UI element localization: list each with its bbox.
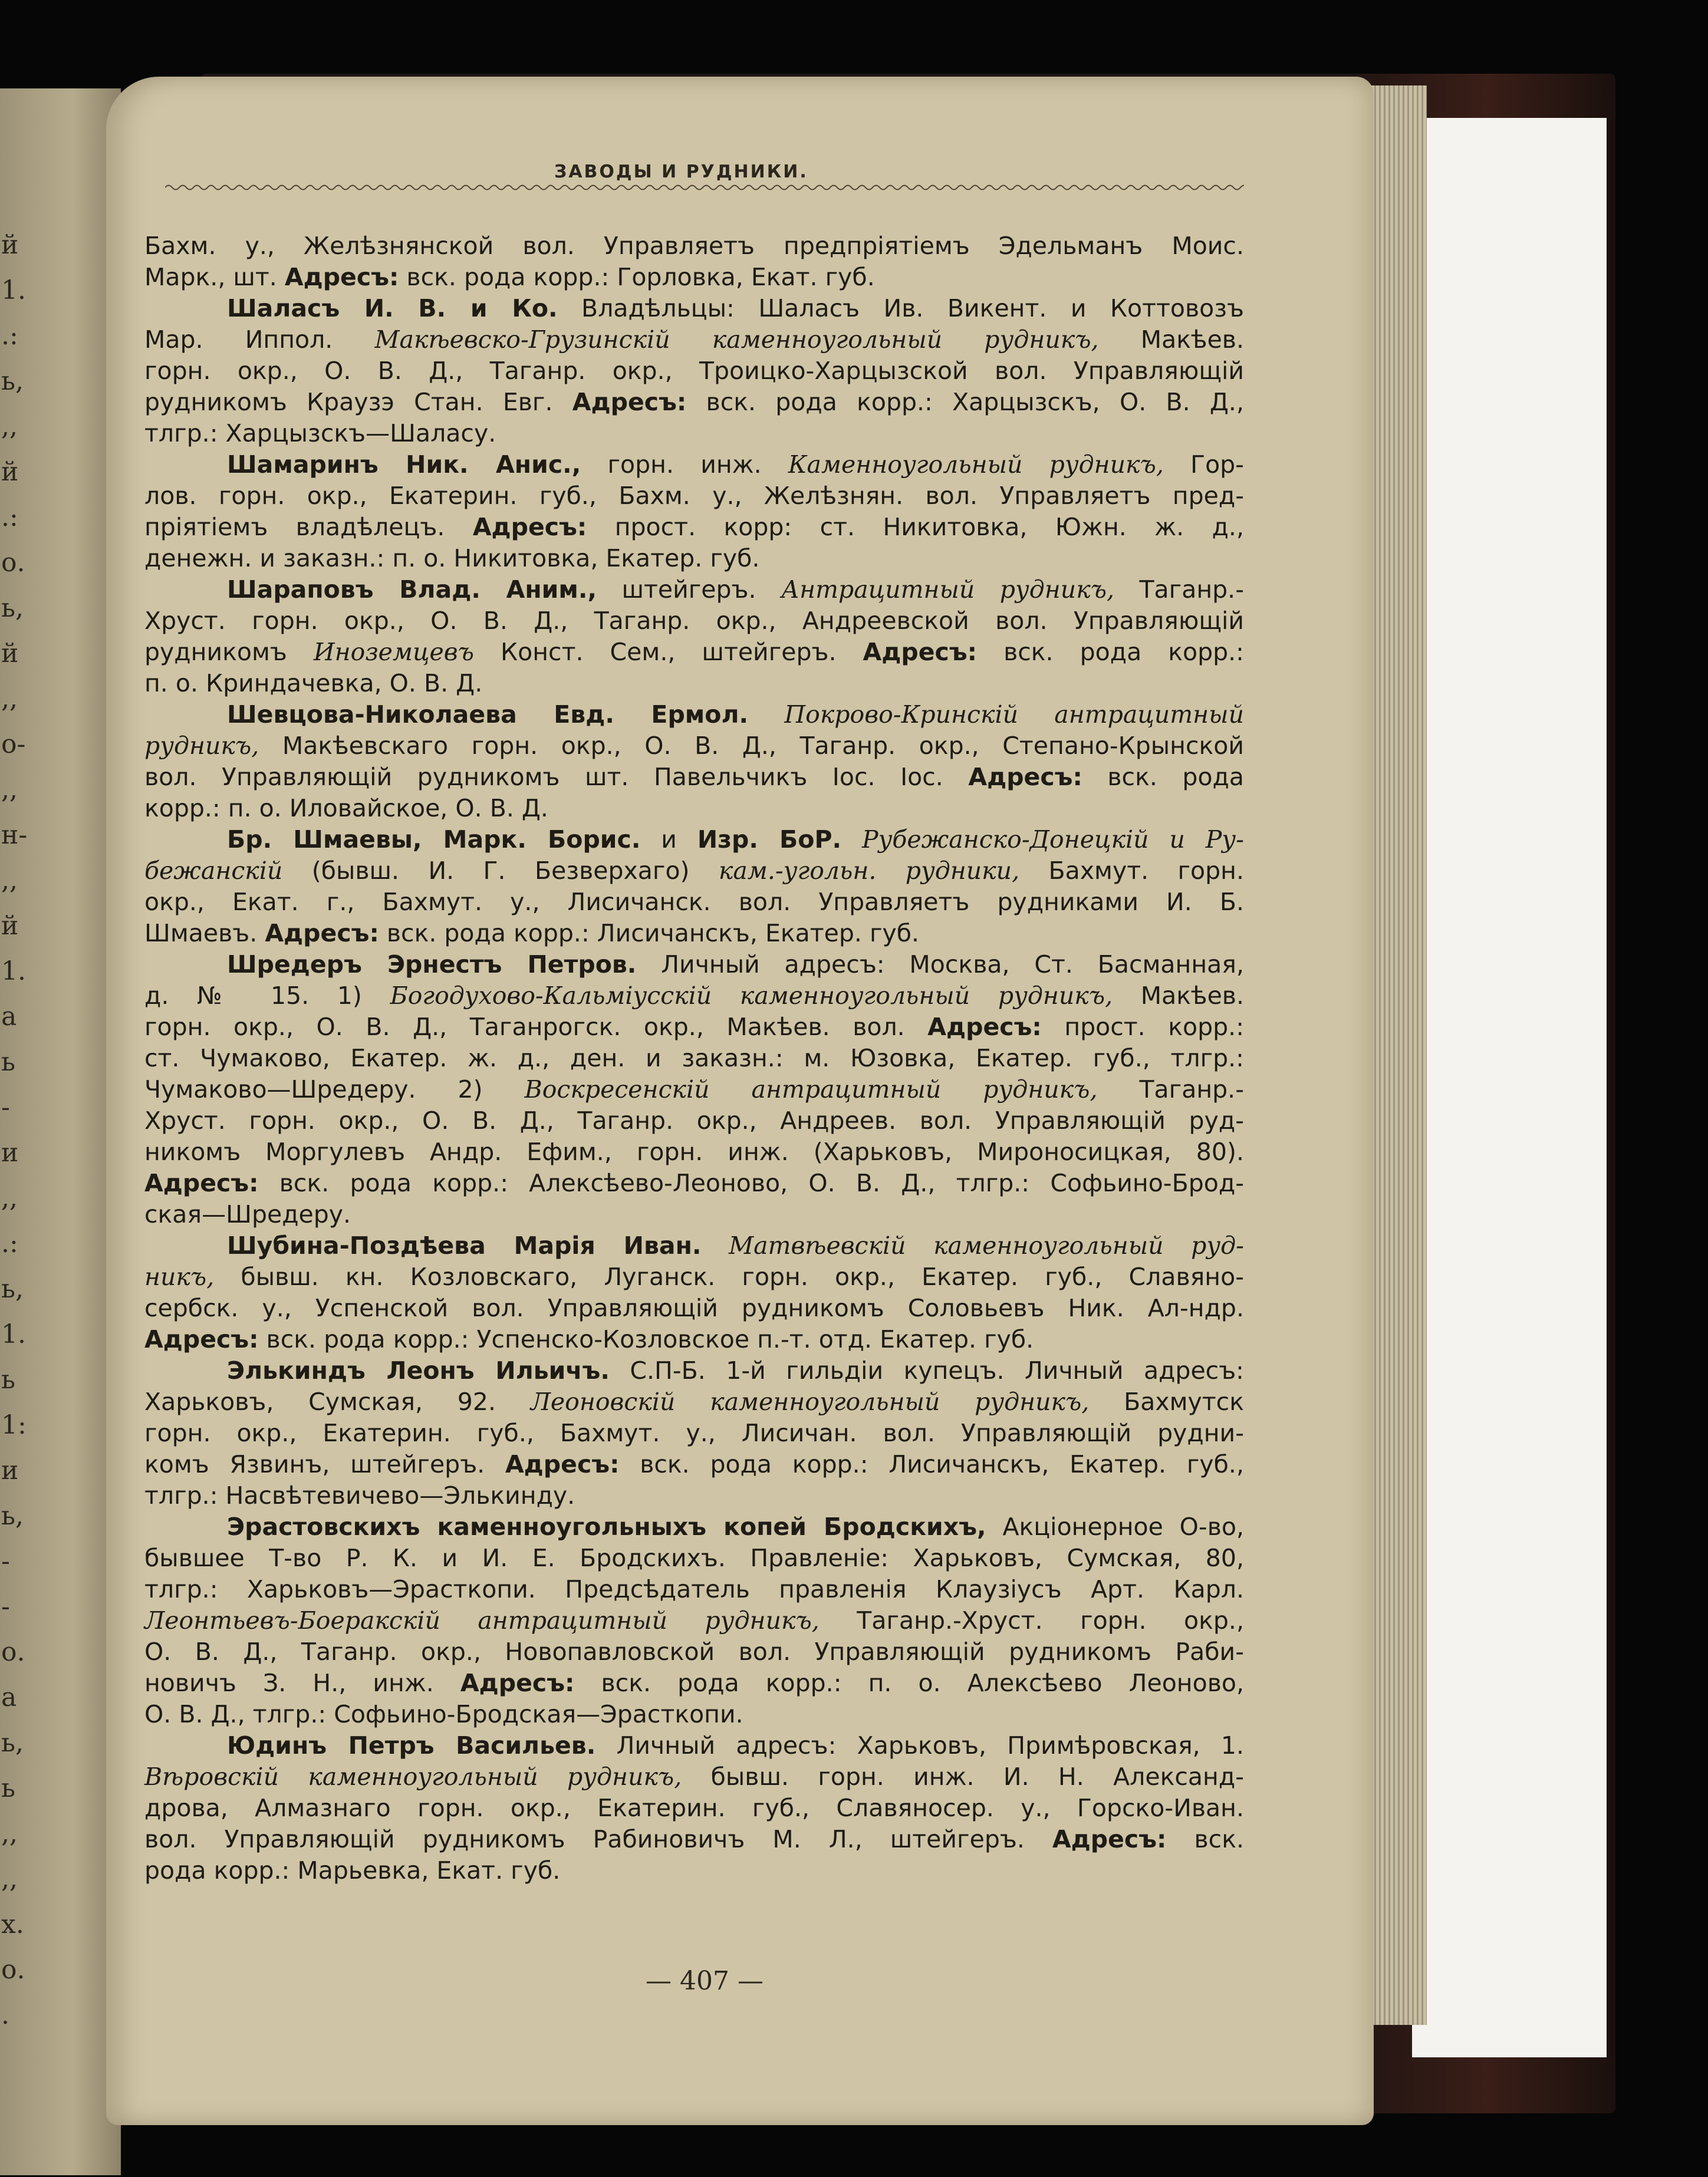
text-line — [144, 325, 1244, 357]
left-page-fragment: ,, — [1, 1183, 18, 1213]
text-line — [144, 700, 1244, 732]
bold-run: Шевцова-Николаева Евд. Ермол. — [227, 700, 749, 729]
left-page-fragment: и — [1, 1455, 19, 1486]
text-run: Личный адресъ: Москва, Ст. Басманная, — [636, 950, 1244, 979]
bold-run: Шаласъ И. В. и Ко. — [227, 294, 558, 322]
text-run: Мар. Иппол. — [144, 325, 375, 354]
text-run: штейгеръ. — [597, 575, 782, 604]
bold-run: Адресъ: — [968, 763, 1082, 791]
text-line — [144, 1700, 1244, 1731]
italic-run: никъ, — [144, 1263, 215, 1291]
italic-run: Покрово-Кринскій антрацитный — [784, 700, 1244, 729]
text-run: Таганр.-Хруст. горн. окр., — [819, 1606, 1244, 1635]
italic-run: кам.-угольн. рудники, — [718, 857, 1020, 885]
text-line — [144, 1356, 1244, 1388]
left-page-fragment: 1: — [1, 1410, 27, 1440]
left-page-fragment: а — [1, 1682, 17, 1712]
text-run: вск. рода корр.: Лисичанскъ, Екатер. губ. — [379, 919, 920, 947]
italic-run: Леонтьевъ-Боеракскій антрацитный рудникъ, — [144, 1606, 820, 1635]
text-run: лов. горн. окр., Екатерин. губ., Бахм. у., Желѣзнян. вол. Управляетъ пред- — [144, 482, 1244, 510]
bold-run: Адресъ: — [472, 513, 587, 541]
text-line — [144, 1231, 1244, 1263]
text-line — [144, 1513, 1244, 1544]
text-line — [144, 1794, 1244, 1825]
text-line — [144, 1013, 1244, 1044]
text-run: ская—Шредеру. — [144, 1200, 351, 1229]
left-page-edge — [0, 88, 121, 2175]
text-run: горн. окр., О. В. Д., Таганр. окр., Троицко-Харцызской вол. Управляющій — [144, 357, 1244, 385]
bold-run: Адресъ: — [265, 919, 379, 947]
text-line — [144, 482, 1244, 513]
page-body-text — [144, 232, 1244, 1888]
text-line — [144, 357, 1244, 388]
text-line — [144, 857, 1244, 888]
left-page-fragment: ,, — [1, 1864, 18, 1894]
text-run: вол. Управляющій рудникомъ Рабиновичъ М. Л., штейгеръ. — [144, 1825, 1052, 1853]
left-page-fragment: - — [1, 1092, 10, 1122]
left-page-fragment: о. — [1, 1955, 25, 1985]
italic-run: Антрацитный рудникъ, — [781, 575, 1115, 604]
text-line — [144, 1481, 1244, 1513]
text-run: Таганр.- — [1114, 575, 1245, 604]
page-number: — 407 — — [646, 1966, 764, 1996]
bold-run: Адресъ: — [144, 1169, 259, 1197]
left-page-fragment: 1. — [1, 275, 26, 305]
text-line — [144, 982, 1244, 1013]
text-run: Макѣев. — [1113, 982, 1245, 1010]
text-line — [144, 1825, 1244, 1856]
text-run: горн. окр., О. В. Д., Таганрогск. окр., Макѣев. вол. — [144, 1013, 928, 1041]
text-run: (бывш. И. Г. Безверхаго) — [282, 857, 719, 885]
left-page-fragment: 1. — [1, 1319, 26, 1349]
text-run: и — [640, 825, 697, 854]
text-run: Макѣевскаго горн. окр., О. В. Д., Таганр. окр., Степано-Крынской — [259, 732, 1244, 760]
bold-run: Адресъ: — [1052, 1825, 1167, 1853]
bold-run: Элькиндъ Леонъ Ильичъ. — [227, 1356, 610, 1385]
left-page-fragment: ,, — [1, 775, 18, 805]
text-run: рода корр.: Марьевка, Екат. губ. — [144, 1856, 561, 1885]
text-run: денежн. и заказн.: п. о. Никитовка, Екатер. губ. — [144, 544, 760, 572]
text-run: С.П-Б. 1-й гильдіи купецъ. Личный адресъ: — [609, 1356, 1244, 1385]
text-run: Марк., шт. — [144, 263, 285, 291]
white-paper-sheet — [1412, 118, 1607, 2057]
bold-run: Шредеръ Эрнестъ Петров. — [227, 950, 637, 979]
text-line — [144, 1200, 1244, 1231]
left-page-fragment: - — [1, 1592, 10, 1622]
text-line — [144, 794, 1244, 825]
text-run: Хруст. горн. окр., О. В. Д., Таганр. окр., Андреев. вол. Управляющій руд- — [144, 1106, 1244, 1135]
text-run: ст. Чумаково, Екатер. ж. д., ден. и заказн.: м. Юзовка, Екатер. губ., тлгр.: — [144, 1044, 1244, 1072]
text-line — [144, 1169, 1244, 1200]
text-run: тлгр.: Харьковъ—Эрасткопи. Предсѣдатель правленія Клаузіусъ Арт. Карл. — [144, 1575, 1244, 1603]
left-page-fragment: .: — [1, 321, 18, 351]
text-line — [144, 1575, 1244, 1606]
text-line — [144, 763, 1244, 794]
left-page-fragment: о. — [1, 548, 25, 578]
text-line — [144, 513, 1244, 544]
text-run: тлгр.: Харцызскъ—Шаласу. — [144, 419, 496, 447]
italic-run: Матвѣевскій каменноугольный руд- — [729, 1231, 1244, 1260]
bold-run: Шубина-Поздѣева Марія Иван. — [227, 1231, 702, 1260]
bold-run: Бр. Шмаевы, Марк. Борис. — [227, 825, 641, 854]
text-run: прост. корр.: — [1041, 1013, 1245, 1041]
left-page-fragment: х. — [1, 1909, 24, 1939]
text-line — [144, 888, 1244, 919]
bold-run: Адресъ: — [572, 388, 687, 416]
text-run: вск. рода корр.: — [977, 638, 1244, 666]
wavy-rule-divider — [165, 182, 1244, 193]
text-line — [144, 1669, 1244, 1700]
left-page-fragment: ь, — [1, 1728, 24, 1758]
text-run: вск. рода корр.: Лисичанскъ, Екатер. губ., — [619, 1450, 1244, 1478]
text-run: бывшее Т-во Р. К. и И. Е. Бродскихъ. Правленіе: Харьковъ, Сумская, 80, — [144, 1544, 1244, 1572]
text-run: рудникомъ Краузэ Стан. Евг. — [144, 388, 572, 416]
text-run: Харьковъ, Сумская, 92. — [144, 1388, 531, 1416]
left-page-fragment: ,, — [1, 684, 18, 714]
italic-run: Иноземцевъ — [313, 638, 475, 666]
text-line — [144, 1106, 1244, 1138]
text-run: пріятіемъ владѣлецъ. — [144, 513, 473, 541]
text-run: бывш. кн. Козловскаго, Луганск. горн. окр., Екатер. губ., Славяно- — [214, 1263, 1244, 1291]
text-line — [144, 544, 1244, 575]
left-page-fragment: а — [1, 1002, 17, 1032]
left-page-fragment: ь — [1, 1047, 15, 1077]
text-run: окр., Екат. г., Бахмут. у., Лисичанск. вол. Управляетъ рудниками И. Б. — [144, 888, 1244, 916]
text-run: вск. рода — [1082, 763, 1244, 791]
text-run: Таганр.- — [1097, 1075, 1245, 1104]
text-line — [144, 294, 1244, 325]
text-line — [144, 1044, 1244, 1075]
text-line — [144, 1856, 1244, 1888]
bold-run: Изр. БоР. — [697, 825, 842, 854]
text-run: корр.: п. о. Иловайское, О. В. Д. — [144, 794, 548, 822]
italic-run: рудникъ, — [144, 732, 259, 760]
text-run: вск. рода корр.: Горловка, Екат. губ. — [399, 263, 875, 291]
left-page-fragment: ь, — [1, 1274, 24, 1304]
text-run: вск. рода корр.: Успенско-Козловское п.-т. отд. Екатер. губ. — [258, 1325, 1034, 1353]
text-run — [748, 700, 784, 729]
italic-run: Макѣевско-Грузинскій каменноугольный рудникъ, — [374, 325, 1099, 354]
text-run: Чумаково—Шредеру. 2) — [144, 1075, 525, 1104]
text-line — [144, 669, 1244, 700]
left-page-fragment: .: — [1, 502, 18, 532]
bold-run: Юдинъ Петръ Васильев. — [227, 1731, 596, 1760]
text-line — [144, 1450, 1244, 1481]
text-line — [144, 263, 1244, 294]
text-run: вск. рода корр.: Харцызскъ, О. В. Д., — [686, 388, 1244, 416]
text-run: горн. окр., Екатерин. губ., Бахмут. у., Лисичан. вол. Управляющій рудни- — [144, 1419, 1244, 1447]
text-line — [144, 232, 1244, 263]
left-page-fragment: н- — [1, 820, 28, 850]
italic-run: Леоновскій каменноугольный рудникъ, — [530, 1388, 1090, 1416]
text-line — [144, 1419, 1244, 1450]
text-line — [144, 450, 1244, 482]
left-page-fragment: - — [1, 1546, 10, 1576]
text-run — [702, 1231, 729, 1260]
left-page-fragment: ,, — [1, 1819, 18, 1849]
left-page-fragment: й — [1, 638, 19, 668]
italic-run: Вѣровскій каменноугольный рудникъ, — [144, 1763, 682, 1791]
text-line — [144, 575, 1244, 607]
bold-run: Эрастовскихъ каменноугольныхъ копей Бродскихъ, — [227, 1513, 986, 1541]
text-run: комъ Язвинъ, штейгеръ. — [144, 1450, 505, 1478]
text-run: Хруст. горн. окр., О. В. Д., Таганр. окр., Андреевской вол. Управляющій — [144, 607, 1244, 635]
running-head: ЗАВОДЫ И РУДНИКИ. — [554, 162, 808, 182]
text-line — [144, 1388, 1244, 1419]
text-line — [144, 607, 1244, 638]
text-line — [144, 919, 1244, 950]
text-run: горн. инж. — [581, 450, 788, 479]
left-page-text-fragments — [1, 230, 119, 2116]
text-line — [144, 950, 1244, 982]
left-page-fragment: ь — [1, 1773, 15, 1803]
bold-run: Адресъ: — [927, 1013, 1042, 1041]
text-run: д. № 15. 1) — [144, 982, 390, 1010]
italic-run: Воскресенскій антрацитный рудникъ, — [524, 1075, 1098, 1104]
italic-run: бежанскій — [144, 857, 283, 885]
text-run: тлгр.: Насвѣтевичево—Элькинду. — [144, 1481, 575, 1510]
text-run: Личный адресъ: Харьковъ, Примѣровская, 1. — [595, 1731, 1244, 1760]
text-run: Макѣев. — [1098, 325, 1244, 354]
text-run: вск. — [1166, 1825, 1244, 1853]
text-run: сербск. у., Успенской вол. Управляющій рудникомъ Соловьевъ Ник. Ал-ндр. — [144, 1294, 1244, 1322]
text-line — [144, 1138, 1244, 1169]
left-page-fragment: .: — [1, 1229, 18, 1259]
text-line — [144, 1731, 1244, 1763]
text-run: Владѣльцы: Шаласъ Ив. Викент. и Коттовозъ — [557, 294, 1244, 322]
text-run: бывш. горн. инж. И. Н. Александ- — [682, 1763, 1244, 1791]
bold-run: Адресъ: — [505, 1450, 620, 1478]
left-page-fragment: ь, — [1, 593, 24, 623]
left-page-fragment: 1. — [1, 956, 26, 986]
bold-run: Адресъ: — [863, 638, 978, 666]
text-line — [144, 825, 1244, 857]
text-line — [144, 1263, 1244, 1294]
left-page-fragment: и — [1, 1138, 19, 1168]
text-line — [144, 388, 1244, 419]
text-run: Бахм. у., Желѣзнянской вол. Управляетъ предпріятіемъ Эдельманъ Моис. — [144, 232, 1244, 260]
left-page-fragment: о. — [1, 1637, 25, 1667]
text-line — [144, 1325, 1244, 1356]
text-run: Бахмутск — [1089, 1388, 1244, 1416]
text-run: никомъ Моргулевъ Андр. Ефим., горн. инж. (Харьковъ, Мироносицкая, 80). — [144, 1138, 1244, 1166]
left-page-fragment: ь, — [1, 1501, 24, 1531]
text-run — [841, 825, 862, 854]
italic-run: Каменноугольный рудникъ, — [788, 450, 1164, 479]
text-line — [144, 1075, 1244, 1106]
left-page-fragment: ь, — [1, 366, 24, 396]
text-line — [144, 1606, 1244, 1638]
text-line — [144, 1294, 1244, 1325]
text-run: Бахмут. горн. — [1019, 857, 1244, 885]
bold-run: Адресъ: — [460, 1669, 575, 1697]
text-run: дрова, Алмазнаго горн. окр., Екатерин. губ., Славяносер. у., Горско-Иван. — [144, 1794, 1244, 1822]
left-page-fragment: ,, — [1, 411, 18, 442]
text-line — [144, 419, 1244, 450]
text-run: п. о. Криндачевка, О. В. Д. — [144, 669, 483, 697]
text-run: новичъ З. Н., инж. — [144, 1669, 460, 1697]
italic-run: Богодухово-Кальміусскій каменноугольный рудникъ, — [390, 982, 1113, 1010]
bold-run: Шараповъ Влад. Аним., — [227, 575, 597, 604]
text-line — [144, 638, 1244, 669]
text-run: Конст. Сем., штейгеръ. — [474, 638, 863, 666]
left-page-fragment: й — [1, 230, 19, 260]
text-run: О. В. Д., Таганр. окр., Новопавловской вол. Управляющій рудникомъ Раби- — [144, 1638, 1244, 1666]
left-page-fragment: . — [1, 2000, 9, 2030]
text-line — [144, 732, 1244, 763]
left-page-fragment: й — [1, 911, 19, 941]
text-run: Гор- — [1163, 450, 1244, 479]
left-page-fragment: ,, — [1, 865, 18, 895]
text-run: Шмаевъ. — [144, 919, 265, 947]
text-line — [144, 1763, 1244, 1794]
bold-run: Адресъ: — [144, 1325, 259, 1353]
text-run: вск. рода корр.: п. о. Алексѣево Леоново, — [574, 1669, 1244, 1697]
left-page-fragment: й — [1, 457, 19, 487]
text-line — [144, 1638, 1244, 1669]
text-run: прост. корр: ст. Никитовка, Южн. ж. д., — [587, 513, 1245, 541]
italic-run: Рубежанско-Донецкій и Ру- — [861, 825, 1244, 854]
text-line — [144, 1544, 1244, 1575]
text-run: рудникомъ — [144, 638, 314, 666]
left-page-fragment: о- — [1, 729, 26, 759]
text-run: вск. рода корр.: Алексѣево-Леоново, О. В. Д., тлгр.: Софьино-Брод- — [258, 1169, 1244, 1197]
left-page-fragment: ь — [1, 1365, 15, 1395]
text-run: вол. Управляющій рудникомъ шт. Павельчикъ Іос. Іос. — [144, 763, 969, 791]
text-run: О. В. Д., тлгр.: Софьино-Бродская—Эрасткопи. — [144, 1700, 743, 1728]
bold-run: Адресъ: — [284, 263, 399, 291]
bold-run: Шамаринъ Ник. Анис., — [227, 450, 581, 479]
text-run: Акціонерное О-во, — [986, 1513, 1245, 1541]
